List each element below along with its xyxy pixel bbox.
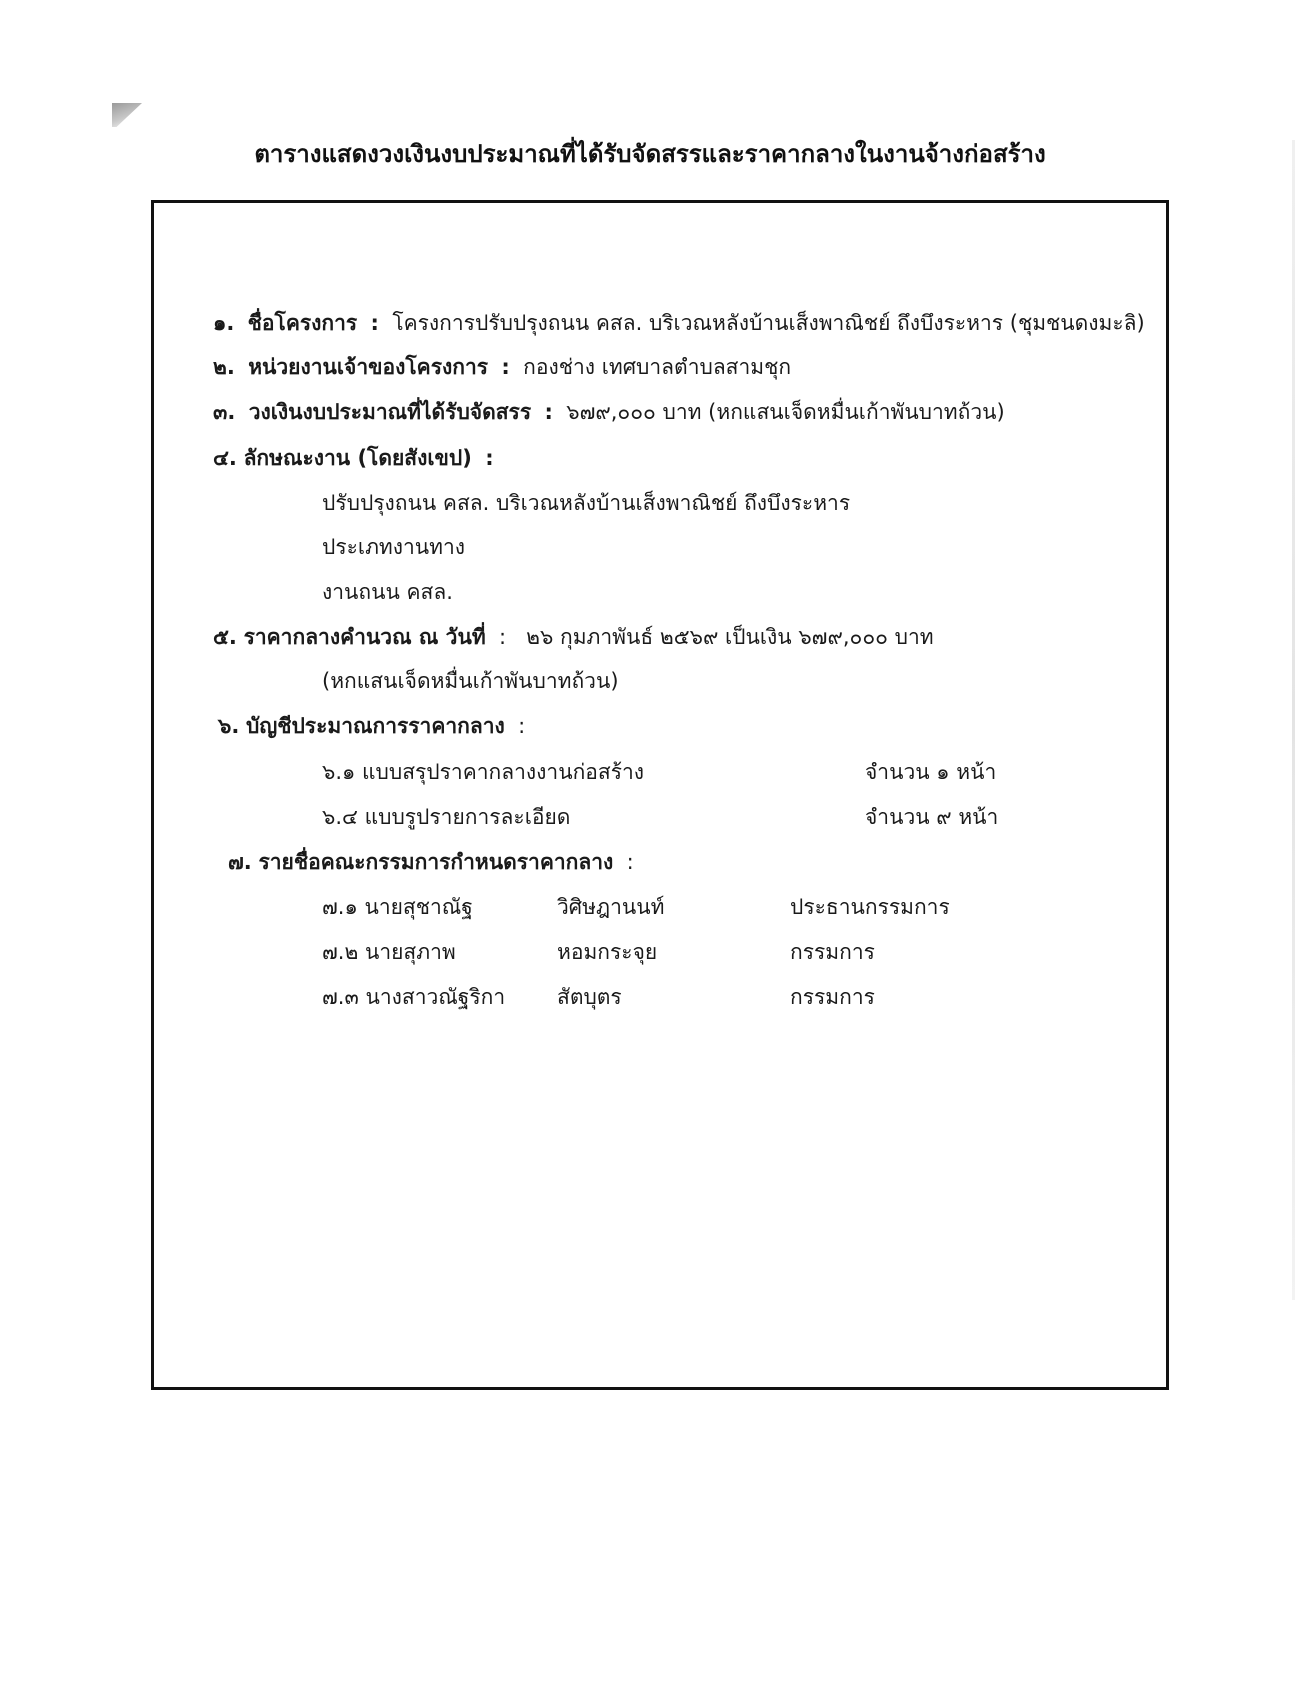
- document-title: ตารางแสดงวงเงินงบประมาณที่ได้รับจัดสรรและราคากลางในงานจ้างก่อสร้าง: [254, 140, 1046, 168]
- estimate-item-name: ๖.๑ แบบสรุปราคากลางงานก่อสร้าง: [322, 760, 645, 784]
- item-number: ๓.: [213, 400, 236, 424]
- nature-line-2: ประเภทงานทาง: [322, 535, 466, 559]
- committee-member-role: กรรมการ: [790, 940, 875, 964]
- project-name-label: ชื่อโครงการ: [247, 311, 358, 335]
- owner-label: หน่วยงานเจ้าของโครงการ: [248, 355, 489, 379]
- scan-corner-mark: [112, 103, 142, 127]
- committee-member-last: หอมกระจุย: [557, 940, 658, 964]
- owner-row: [213, 357, 791, 378]
- budget-row: [213, 402, 1005, 423]
- median-price-row: [213, 627, 934, 648]
- separator: :: [518, 714, 526, 738]
- estimate-list-row: [218, 716, 525, 737]
- nature-line-1: ปรับปรุงถนน คสล. บริเวณหลังบ้านเส็งพาณิชย์ ถึงบึงระหาร: [322, 491, 851, 515]
- item-number: ๒.: [213, 355, 235, 379]
- nature-row: [213, 448, 494, 469]
- nature-label: ลักษณะงาน (โดยสังเขป): [243, 446, 472, 470]
- separator: :: [370, 311, 379, 335]
- separator: :: [499, 625, 507, 649]
- committee-member-first: ๗.๑ นายสุชาณัฐ: [322, 895, 473, 919]
- estimate-item-name: ๖.๔ แบบรูปรายการละเอียด: [322, 805, 571, 829]
- median-price-label: ราคากลางคำนวณ ณ วันที่: [243, 625, 486, 649]
- project-name-row: [213, 313, 1145, 334]
- separator: :: [485, 446, 494, 470]
- item-number: ๑.: [213, 311, 235, 335]
- separator: :: [501, 355, 510, 379]
- committee-member-role: ประธานกรรมการ: [790, 895, 950, 919]
- separator: :: [544, 400, 553, 424]
- committee-member-role: กรรมการ: [790, 985, 875, 1009]
- committee-label: รายชื่อคณะกรรมการกำหนดราคากลาง: [258, 850, 614, 874]
- committee-member-first: ๗.๒ นายสุภาพ: [322, 940, 456, 964]
- committee-member-last: สัตบุตร: [557, 985, 622, 1009]
- median-price-value: ๒๖ กุมภาพันธ์ ๒๕๖๙ เป็นเงิน ๖๗๙,๐๐๐ บาท: [526, 625, 934, 649]
- item-number: ๖.: [218, 714, 240, 738]
- committee-row: [228, 852, 634, 873]
- estimate-list-label: บัญชีประมาณการราคากลาง: [246, 714, 505, 738]
- estimate-item-count: จำนวน ๑ หน้า: [865, 760, 997, 784]
- separator: :: [626, 850, 634, 874]
- item-number: ๕.: [213, 625, 237, 649]
- owner-value: กองช่าง เทศบาลตำบลสามชุก: [523, 355, 792, 379]
- item-number: ๔.: [213, 446, 237, 470]
- budget-value: ๖๗๙,๐๐๐ บาท (หกแสนเจ็ดหมื่นเก้าพันบาทถ้วน): [566, 400, 1005, 424]
- median-price-words: (หกแสนเจ็ดหมื่นเก้าพันบาทถ้วน): [322, 669, 619, 693]
- budget-label: วงเงินงบประมาณที่ได้รับจัดสรร: [248, 400, 532, 424]
- scan-edge-shadow: [1292, 140, 1295, 1300]
- project-name-value: โครงการปรับปรุงถนน คสล. บริเวณหลังบ้านเส็งพาณิชย์ ถึงบึงระหาร (ชุมชนดงมะลิ): [392, 311, 1145, 335]
- committee-member-first: ๗.๓ นางสาวณัฐริกา: [322, 985, 506, 1009]
- nature-line-3: งานถนน คสล.: [322, 580, 453, 604]
- committee-member-last: วิศิษฎานนท์: [557, 895, 665, 919]
- item-number: ๗.: [228, 850, 252, 874]
- estimate-item-count: จำนวน ๙ หน้า: [865, 805, 999, 829]
